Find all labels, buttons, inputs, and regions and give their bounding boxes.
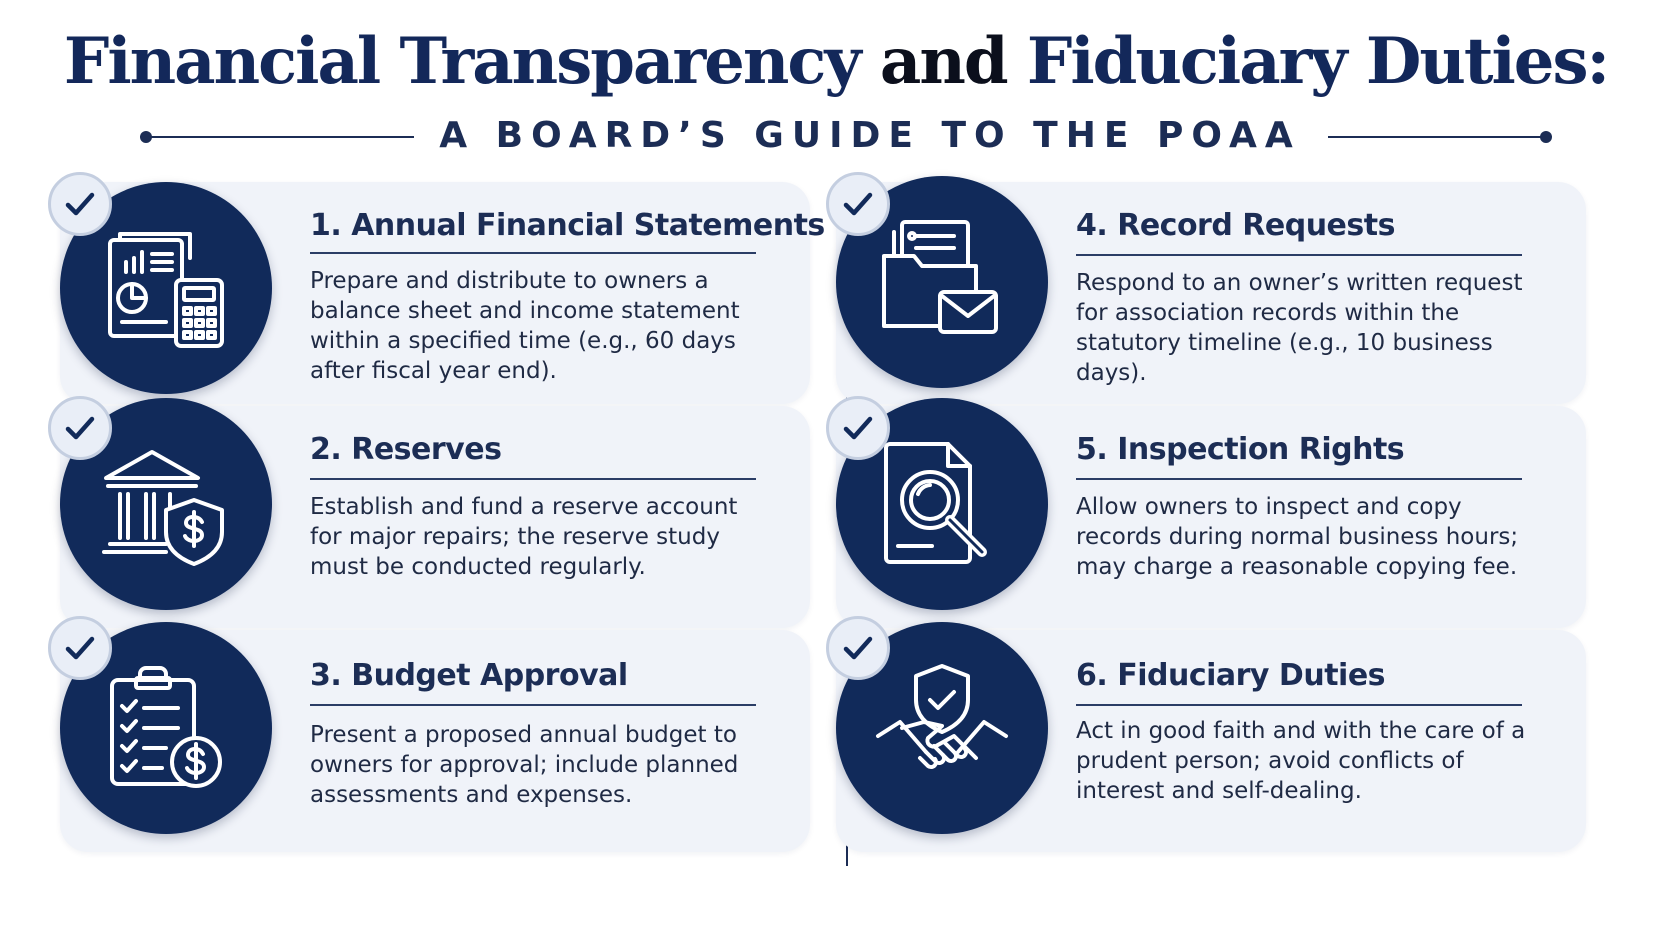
financial-report-calculator-icon — [96, 218, 236, 358]
clipboard-budget-icon — [96, 658, 236, 798]
checkmark-icon — [841, 411, 875, 445]
item-2-body: Establish and fund a reserve account for major repairs; the reserve study must be conducted regularly. — [310, 494, 738, 580]
checkmark-icon — [841, 187, 875, 221]
item-3-check-badge — [48, 616, 112, 680]
item-4-body: Respond to an owner’s written request for association records within the statutory timeline (e.g., 10 business days). — [1076, 270, 1523, 386]
item-1-body: Prepare and distribute to owners a balance sheet and income statement within a specified time (e.g., 60 days after fiscal year end). — [310, 268, 740, 384]
item-5-check-badge — [826, 396, 890, 460]
item-1-heading: 1. Annual Financial Statements — [310, 208, 825, 243]
title-part-1: Financial Transparency — [63, 24, 860, 99]
subtitle: A BOARD’S GUIDE TO THE POAA — [439, 115, 1301, 156]
title-part-2: and — [859, 24, 1027, 99]
subtitle-row — [0, 112, 1672, 160]
subtitle-left-line — [146, 136, 414, 138]
item-6-body: Act in good faith and with the care of a prudent person; avoid conflicts of interest and self-dealing. — [1076, 718, 1526, 804]
checkmark-icon — [63, 187, 97, 221]
item-3-heading: 3. Budget Approval — [310, 658, 628, 693]
checkmark-icon — [63, 631, 97, 665]
title-part-3: Fiduciary Duties: — [1026, 24, 1609, 99]
item-4-heading: 4. Record Requests — [1076, 208, 1395, 243]
document-magnifier-icon — [872, 434, 1012, 574]
item-2-check-badge — [48, 396, 112, 460]
item-2-heading: 2. Reserves — [310, 432, 502, 467]
page-title — [0, 24, 1672, 100]
subtitle-right-dot — [1540, 131, 1552, 143]
item-1-check-badge — [48, 172, 112, 236]
subtitle-right-line — [1328, 136, 1548, 138]
item-4-check-badge — [826, 172, 890, 236]
checkmark-icon — [841, 631, 875, 665]
item-5-rule — [1076, 478, 1522, 480]
folder-envelope-icon — [872, 212, 1012, 352]
item-6-heading: 6. Fiduciary Duties — [1076, 658, 1386, 693]
item-2-rule — [310, 478, 756, 480]
item-5-heading: 5. Inspection Rights — [1076, 432, 1405, 467]
item-5-body: Allow owners to inspect and copy records during normal business hours; may charge a reasonable copying fee. — [1076, 494, 1519, 580]
item-3-rule — [310, 704, 756, 706]
item-3-body: Present a proposed annual budget to owners for approval; include planned assessments and expenses. — [310, 722, 739, 808]
item-1-rule — [310, 252, 756, 254]
bank-shield-dollar-icon — [96, 434, 236, 574]
handshake-shield-icon — [872, 658, 1012, 798]
item-6-check-badge — [826, 616, 890, 680]
checkmark-icon — [63, 411, 97, 445]
item-4-rule — [1076, 254, 1522, 256]
item-6-rule — [1076, 704, 1522, 706]
